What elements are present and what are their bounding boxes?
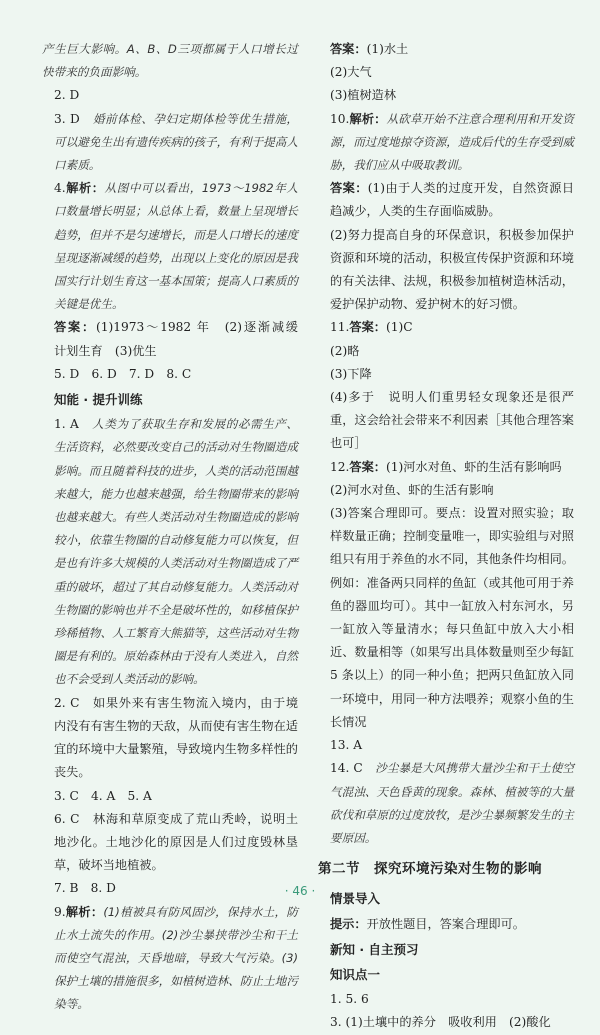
answer-12: 12.答案：(1)河水对鱼、虾的生活有影响吗 (330, 459, 562, 474)
knowledge-answer-3: 3. (1)土壤中的养分 吸收利用 (2)酸化 (330, 1015, 551, 1030)
subhead-intro: 情景导入 (330, 891, 381, 907)
knowledge-answer-1: 1. 5. 6 (330, 992, 369, 1007)
answer-4-key: 答案：(1)1973～1982 年 (2)逐渐减缓 计划生育 (3)优生 (54, 320, 311, 358)
answer-11-2: (2)略 (330, 343, 360, 358)
intro-hint: 提示：开放性题目，答案合理即可。 (330, 916, 525, 931)
practice-answer-2: 2. C 如果外来有害生物流入境内，由于境内没有有害生物的天敌，从而使有害生物在适宜的环境中大量繁殖，导致境内生物多样性的丧失。 (54, 695, 299, 780)
answer-continued: 产生巨大影响。A、B、D三项都属于人口增长过快带来的负面影响。 (42, 42, 298, 80)
page-number: · 46 · (284, 884, 316, 898)
practice-answer-9: 9.解析：(1)植被具有防风固沙，保持水土，防止水土流失的作用。(2)沙尘暴挟带沙尘和干土而使空气混浊，天昏地暗，导致大气污染。(3)保护土壤的措施很多，如植树造林、防止土地污染等。 (54, 904, 298, 1012)
answer-11-4: (4)多于 说明人们重男轻女现象还是很严重，这会给社会带来不利因素［其他合理答案也可］ (330, 390, 574, 451)
answer-10: 10.解析：从砍草开始不注意合理利用和开发资源，而过度地掠夺资源，造成后代的生存受到威胁，我们应从中吸取教训。 (330, 111, 574, 173)
practice-answer-7-8: 7. B 8. D (54, 881, 116, 896)
subhead-preview: 新知 · 自主预习 (330, 941, 419, 957)
answer-12-3: (3)答案合理即可。要点：设置对照实验；取样数量正确；控制变量唯一，即实验组与对照组只有用于养鱼的水不同，其他条件均相同。例如：准备两只同样的鱼缸（或其他可用于养鱼的器皿均可）。其中一缸放入村东河水，另一缸放入等量清水；每只鱼缸中放入大小相近、数量相等（如果写出具体数量则至少每缸 5 条以上）的同一种小鱼；把两只鱼缸放入同一环境中，用同一种方法喂养；观察小鱼的生长情况 (330, 506, 574, 729)
answer-14: 14. C 沙尘暴是大风携带大量沙尘和干土使空气混浊、天色昏黄的现象。森林、植被等的大量砍伐和草原的过度放牧，是沙尘暴频繁发生的主要原因。 (330, 761, 574, 845)
answer-5-8: 5. D 6. D 7. D 8. C (54, 366, 192, 381)
subhead-knowledge-point: 知识点一 (330, 966, 381, 982)
answer-9-key: 答案：(1)水土 (330, 42, 409, 56)
section-title: 第二节 探究环境污染对生物的影响 (318, 861, 542, 878)
answer-12-2: (2)河水对鱼、虾的生活有影响 (330, 482, 494, 497)
practice-answer-1: 1. A 人类为了获取生存和发展的必需生产、生活资料，必然要改变自己的活动对生物圈造成影响。而且随着科技的进步，人类的活动范围越来越大，能力也越来越强，给生物圈带来的影响也越来越大。有些人类活动对生物圈造成的影响较小，依靠生物圈的自动修复能力可以恢复，但是也有许多大规模的人类活动对生物圈造成了严重的破坏，超过了其自动修复能力。人类活动对生物圈的影响也并不全是破坏性的，如移植保护珍稀植物、人工繁育大熊猫等，这些活动对生物圈是有利的。原始森林由于没有人类进入，自然也不会受到人类活动的影响。 (54, 417, 298, 687)
practice-answer-6: 6. C 林海和草原变成了荒山秃岭，说明土地沙化。土地沙化的原因是人们过度毁林垦草，破坏当地植被。 (54, 811, 299, 873)
answer-9-key-2: (2)大气 (330, 65, 372, 80)
answer-4: 4.解析：从图中可以看出，1973～1982年人口数量增长明显；从总体上看，数量上呈现增长趋势，但并不是匀速增长，而是人口增长的速度呈现逐渐减缓的趋势，出现以上变化的原因是我国实行计划生育这一基本国策；提高人口素质的关键是优生。 (54, 181, 298, 312)
answer-10-key: 答案：(1)由于人类的过度开发，自然资源日趋减少，人类的生存面临威胁。 (330, 181, 575, 219)
answer-13: 13. A (330, 738, 363, 753)
practice-answer-3-5: 3. C 4. A 5. A (54, 788, 152, 803)
answer-9-key-3: (3)植树造林 (330, 88, 397, 103)
answer-3: 3. D 婚前体检、孕妇定期体检等优生措施，可以避免生出有遗传疾病的孩子，有利于提高人口素质。 (54, 111, 298, 173)
answer-11: 11.答案：(1)C (330, 320, 413, 335)
answer-11-3: (3)下降 (330, 366, 372, 381)
answer-2: 2. D (54, 88, 80, 103)
section-subhead-practice: 知能 · 提升训练 (54, 392, 143, 408)
answer-10-key-2: (2)努力提高自身的环保意识，积极参加保护资源和环境的活动，积极宣传保护资源和环境的有关法律、法规，积极参加植树造林活动，爱护保护动物、爱护树木的好习惯。 (330, 227, 574, 312)
